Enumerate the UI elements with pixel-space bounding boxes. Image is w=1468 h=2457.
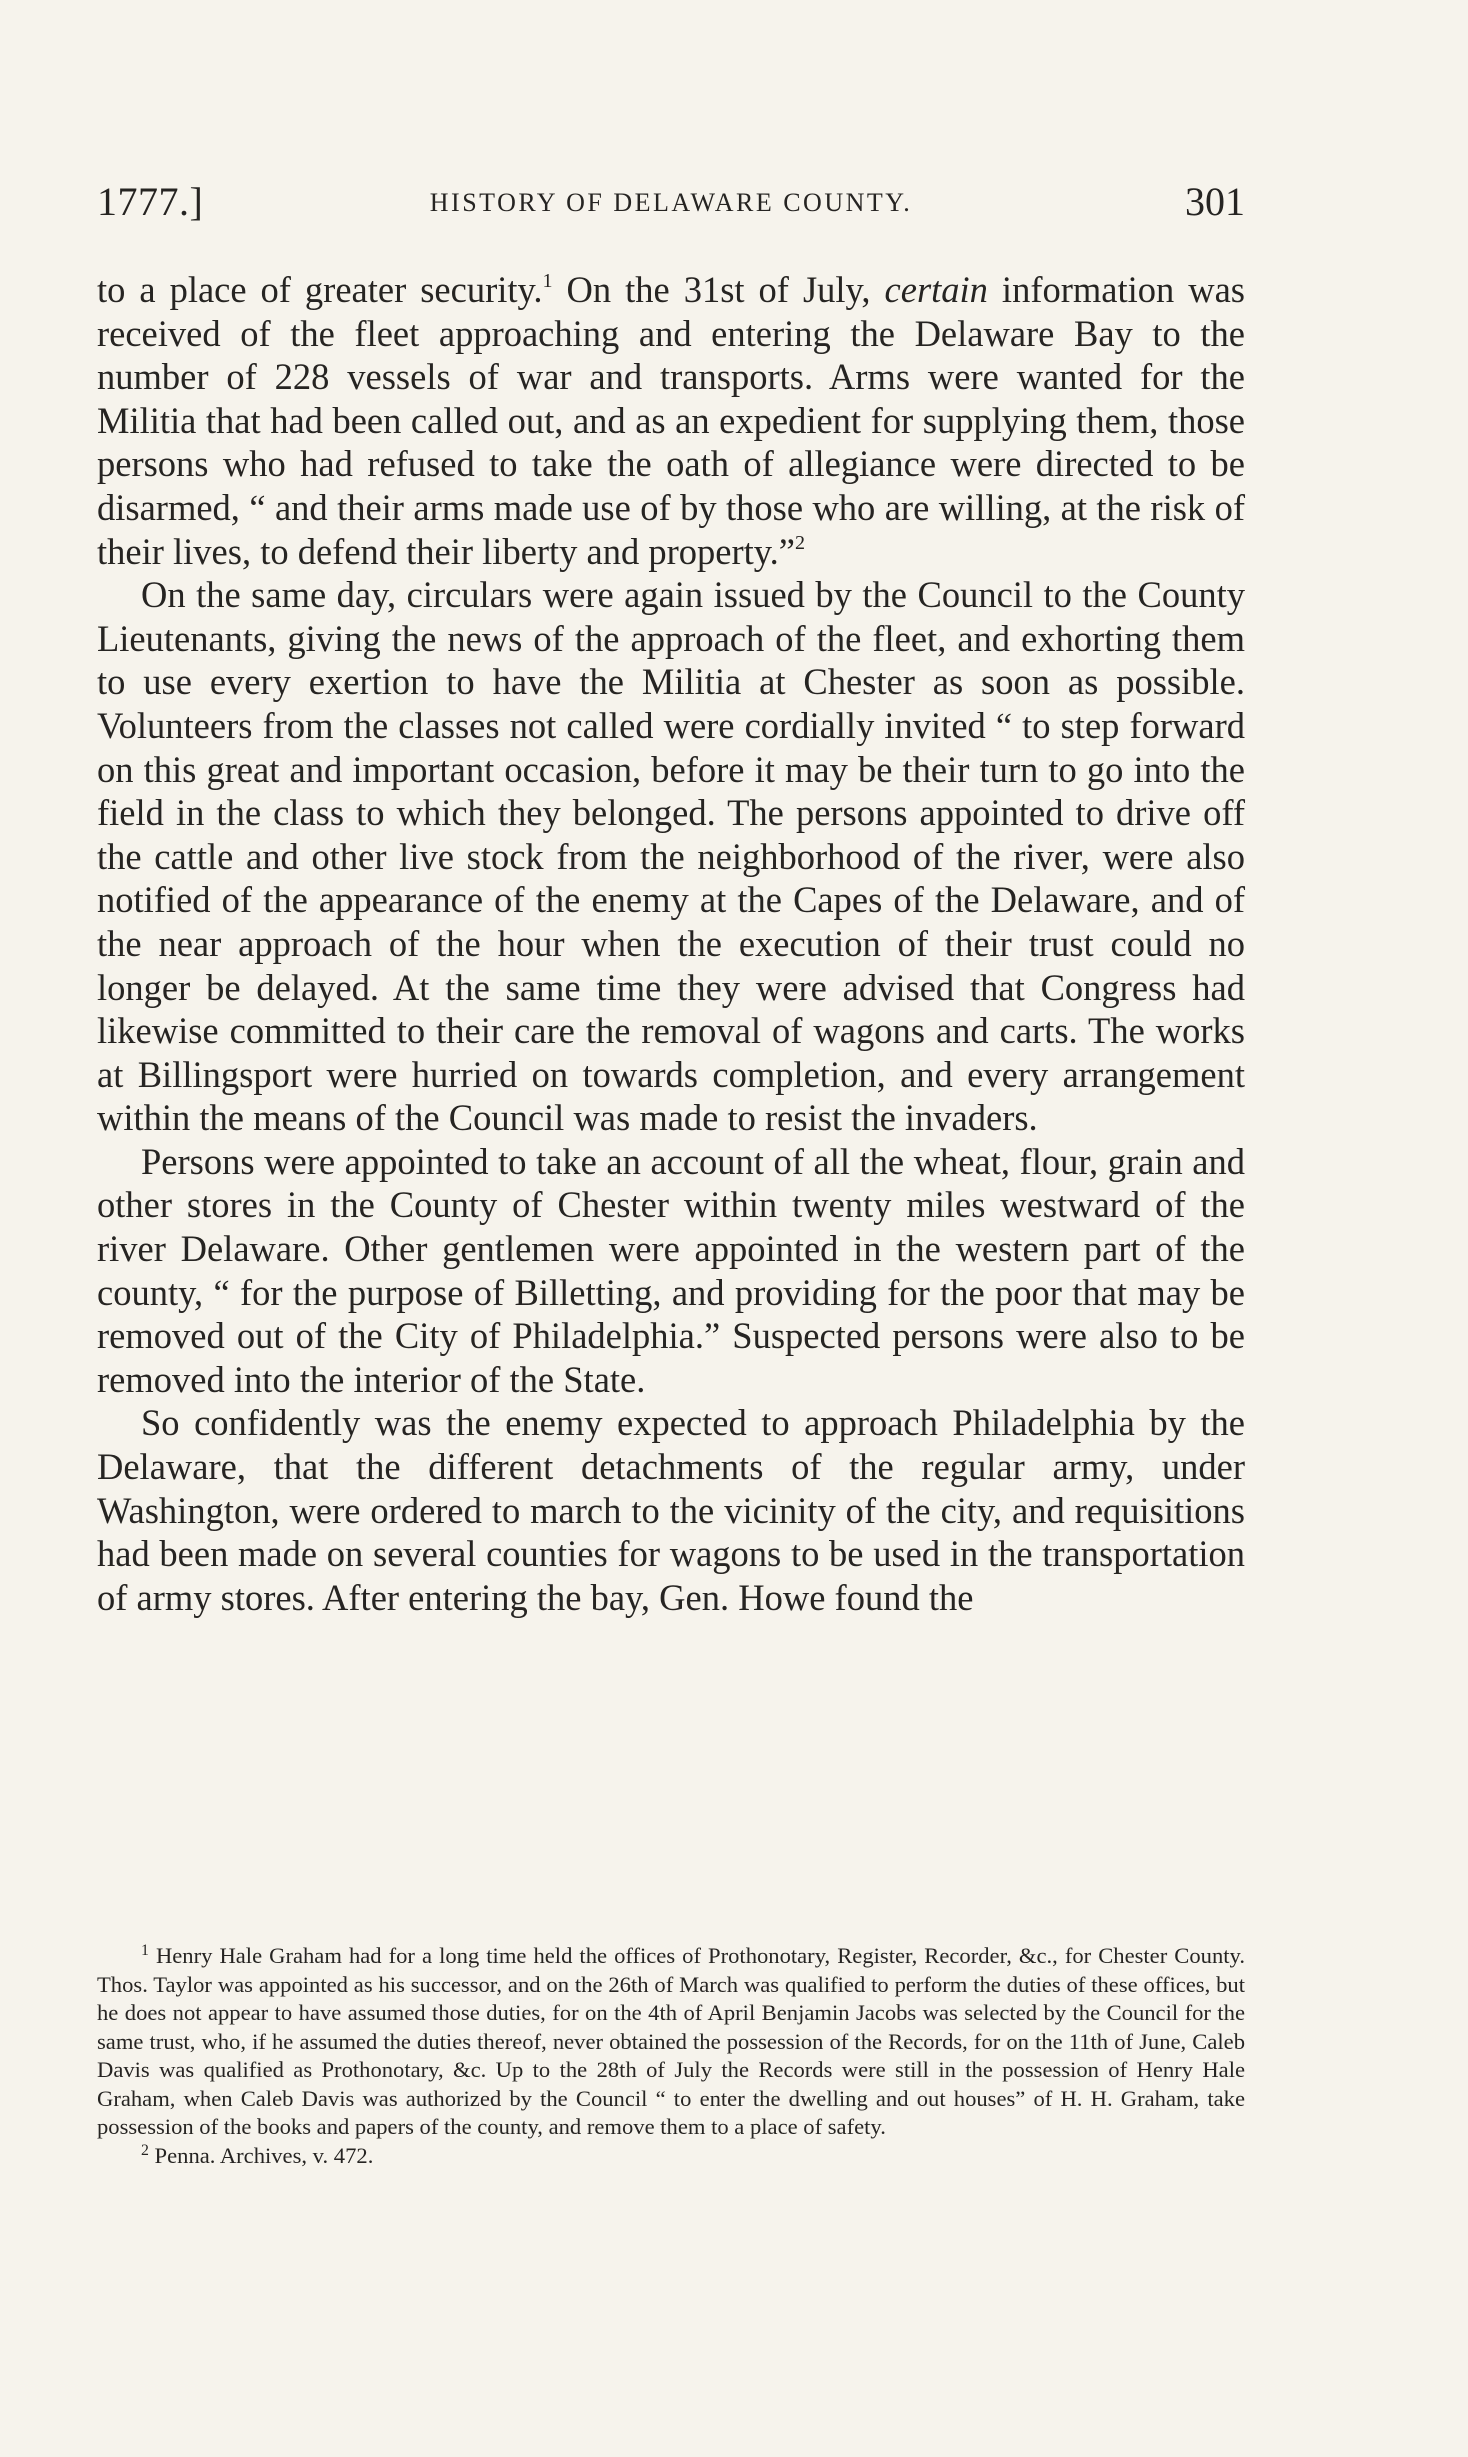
page-number: 301 <box>1185 179 1245 224</box>
running-header <box>97 178 1245 234</box>
footnote-1-text: Henry Hale Graham had for a long time held the offices of Prothonotary, Register, Recorder, &c., for Chester County. Thos. Taylor was appointed as his successor, and on the 26th of March was qualified to perform the duties of these offices, but he does not appear to have assumed those duties, for on the 4th of April Benjamin Jacobs was selected by the Council for the same trust, who, if he assumed the duties thereof, never obtained the possession of the Records, for on the 11th of June, Caleb Davis was qualified as Prothonotary, &c. Up to the 28th of July the Records were still in the possession of Henry Hale Graham, when Caleb Davis was authorized by the Council “ to enter the dwelling and out houses” of H. H. Graham, take possession of the books and papers of the county, and remove them to a place of safety. <box>97 1943 1245 2139</box>
footnotes <box>97 1942 1245 2170</box>
header-year: 1777.] <box>97 179 204 224</box>
body-text <box>97 268 1245 1619</box>
paragraph-1 <box>97 268 1245 573</box>
footnote-1-mark: 1 <box>141 1942 149 1960</box>
paragraph-1-text-a: to a place of greater security. <box>97 269 543 310</box>
paragraph-2: On the same day, circulars were again issued by the Council to the County Lieutenants, giving the news of the approach of the fleet, and exhorting them to use every exertion to have the Militia at Chester as soon as possible. Volunteers from the classes not called were cordially invited “ to step forward on this great and important occasion, before it may be their turn to go into the field in the class to which they belonged. The persons appointed to drive off the cattle and other live stock from the neighborhood of the river, were also notified of the appearance of the enemy at the Capes of the Delaware, and of the near approach of the hour when the execution of their trust could no longer be delayed. At the same time they were advised that Congress had likewise committed to their care the removal of wagons and carts. The works at Billingsport were hurried on towards completion, and every arrangement within the means of the Council was made to resist the invaders. <box>97 574 1245 1139</box>
emphasis-certain: certain <box>884 269 988 310</box>
footnote-2-text: Penna. Archives, v. 472. <box>148 2142 374 2168</box>
paragraph-1-text-b: On the 31st of July, <box>552 269 885 310</box>
footnote-2-mark: 2 <box>141 2141 149 2159</box>
paragraph-4: So confidently was the enemy expected to approach Philadelphia by the Delaware, that the different detachments of the regular army, under Washington, were ordered to march to the vicinity of the city, and requisitions had been made on several counties for wagons to be used in the transportation of army stores. After entering the bay, Gen. Howe found the <box>97 1402 1245 1618</box>
footnote-ref-2: 2 <box>795 531 806 554</box>
footnote-2 <box>97 2142 1245 2171</box>
footnote-ref-1: 1 <box>542 269 553 292</box>
footnote-1 <box>97 1942 1245 2142</box>
paragraph-3: Persons were appointed to take an account of all the wheat, flour, grain and other stores in the County of Chester within twenty miles westward of the river Delaware. Other gentlemen were appointed in the western part of the county, “ for the purpose of Billetting, and providing for the poor that may be removed out of the City of Philadelphia.” Suspected persons were also to be removed into the interior of the State. <box>97 1140 1245 1400</box>
header-title: HISTORY OF DELAWARE COUNTY. <box>429 188 913 217</box>
paragraph-1-text-c: information was received of the fleet approaching and entering the Delaware Bay to the number of 228 vessels of war and transports. Arms were wanted for the Militia that had been called out, and as an expedient for supplying them, those persons who had refused to take the oath of allegiance were directed to be disarmed, “ and their arms made use of by those who are willing, at the risk of their lives, to defend their liberty and property.” <box>97 269 1245 572</box>
